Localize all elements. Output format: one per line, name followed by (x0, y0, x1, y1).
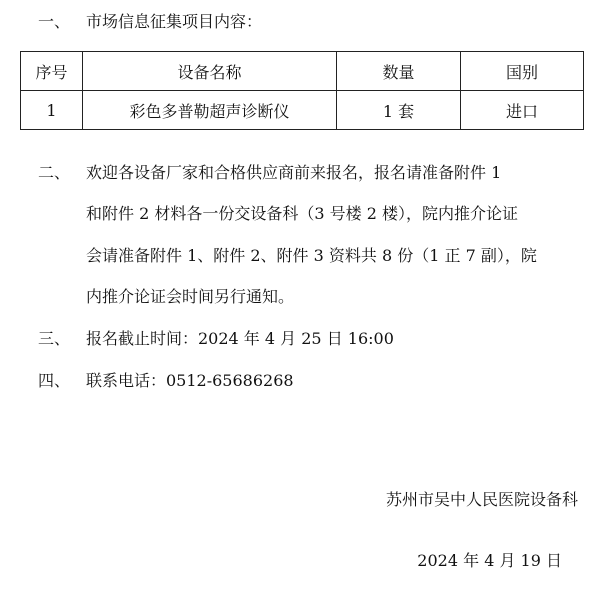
section-1-number: 一、 (38, 12, 71, 31)
section-2-line-2: 和附件 2 材料各一份交设备科（3 号楼 2 楼），院内推介论证 (86, 204, 518, 223)
cell-quantity: 1 套 (337, 91, 461, 130)
section-2-line-1: 欢迎各设备厂家和合格供应商前来报名，报名请准备附件 1 (86, 163, 502, 182)
registration-deadline: 报名截止时间：2024 年 4 月 25 日 16:00 (86, 329, 394, 348)
section-3-number: 三、 (38, 329, 71, 348)
section-2-number: 二、 (38, 163, 71, 182)
signature-date: 2024 年 4 月 19 日 (417, 551, 562, 570)
equipment-table (20, 51, 584, 130)
section-2-line-4: 内推介论证会时间另行通知。 (86, 287, 295, 306)
cell-seq: 1 (21, 91, 83, 130)
contact-phone: 联系电话：0512-65686268 (86, 371, 294, 390)
section-2-line-3: 会请准备附件 1、附件 2、附件 3 资料共 8 份（1 正 7 副），院 (86, 246, 537, 265)
header-seq: 序号 (21, 52, 83, 91)
signature-org: 苏州市吴中人民医院设备科 (385, 490, 578, 509)
section-1-heading: 市场信息征集项目内容： (86, 12, 263, 31)
header-quantity: 数量 (337, 52, 461, 91)
table-row (21, 91, 584, 130)
section-4-number: 四、 (38, 371, 71, 390)
header-equipment-name: 设备名称 (83, 52, 337, 91)
table-header-row (21, 52, 584, 91)
header-country: 国别 (461, 52, 584, 91)
cell-equipment-name: 彩色多普勒超声诊断仪 (83, 91, 337, 130)
cell-country: 进口 (461, 91, 584, 130)
